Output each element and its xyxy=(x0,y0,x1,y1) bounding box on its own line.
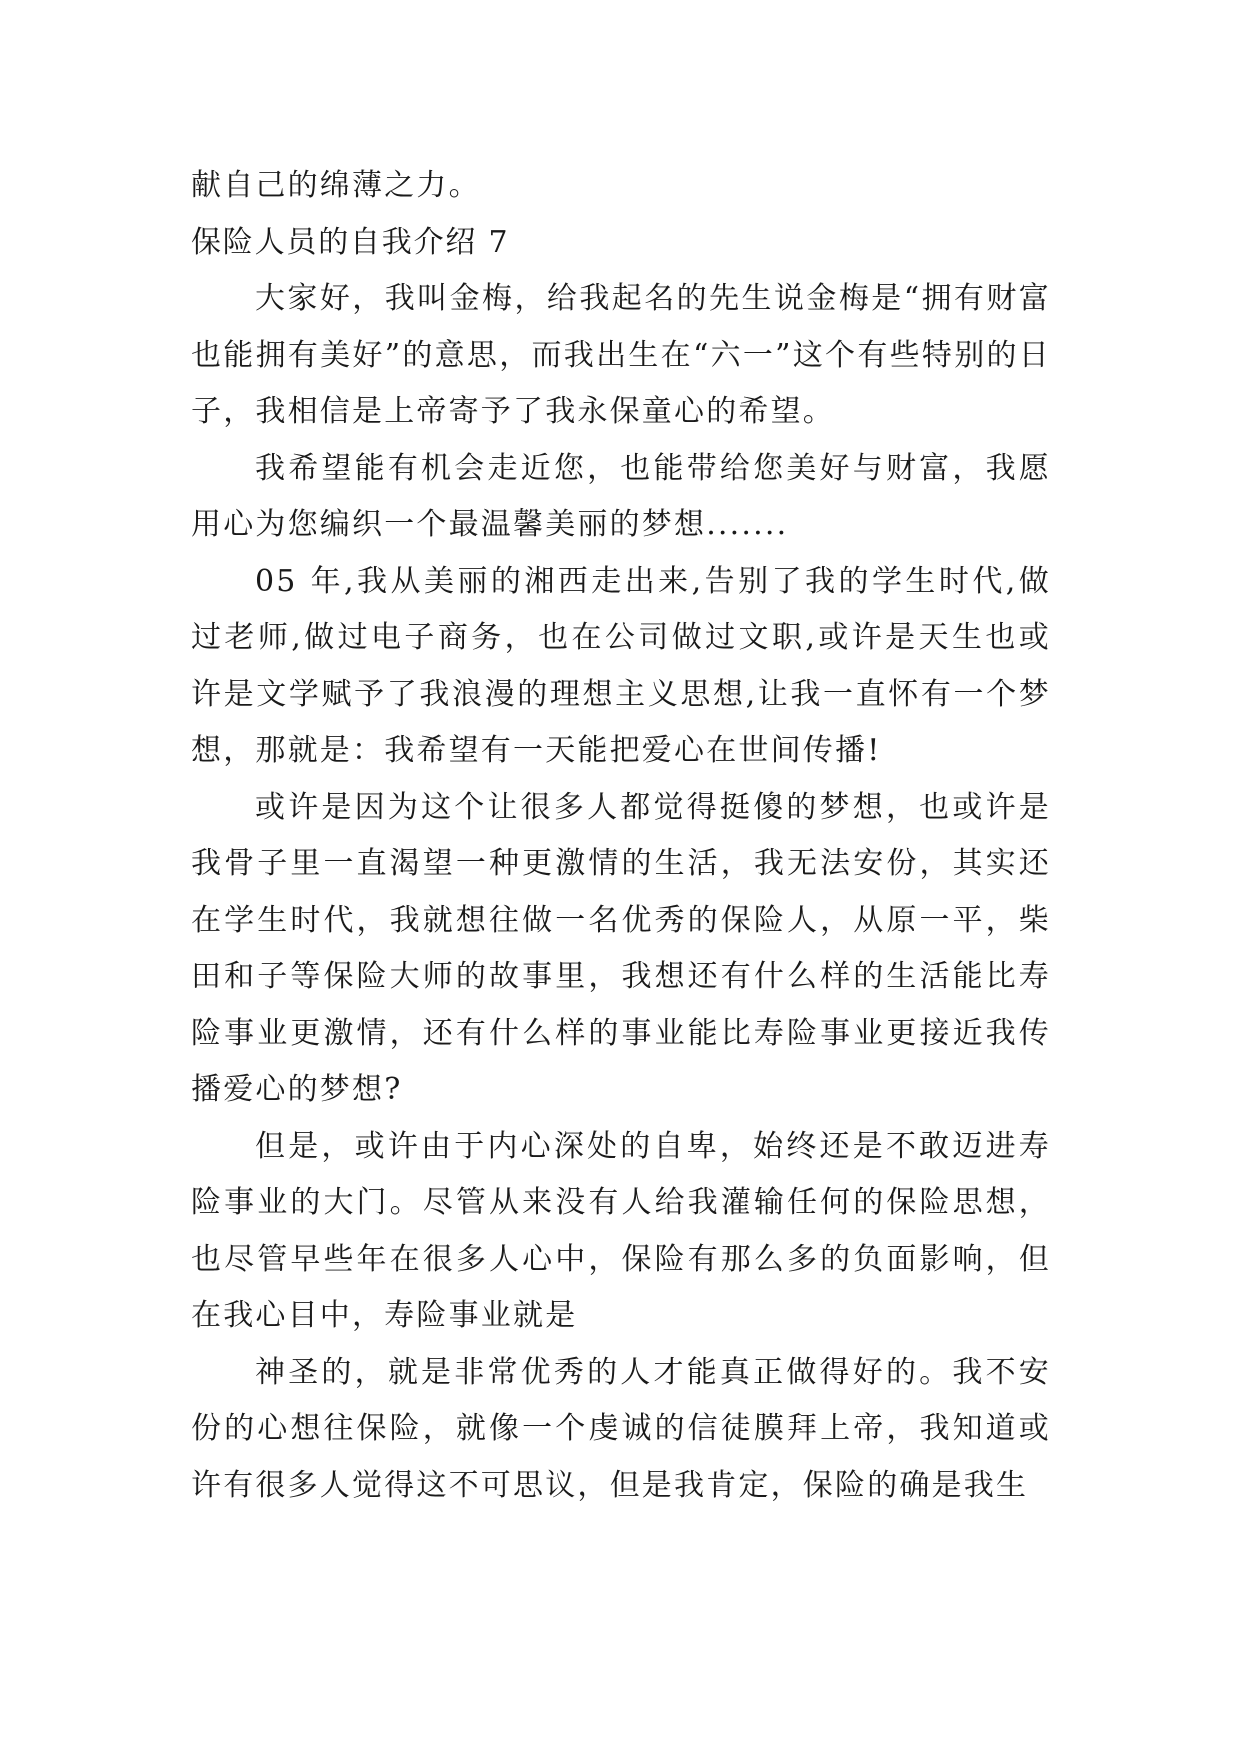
document-body xyxy=(191,158,1051,1514)
paragraph: 神圣的，就是非常优秀的人才能真正做得好的。我不安份的心想往保险，就像一个虔诚的信徒膜拜上帝，我知道或许有很多人觉得这不可思议，但是我肯定，保险的确是我生 xyxy=(191,1354,1051,1503)
paragraph-continuation: 献自己的绵薄之力。 xyxy=(191,168,481,203)
paragraph: 大家好，我叫金梅，给我起名的先生说金梅是“拥有财富也能拥有美好”的意思，而我出生在“六一”这个有些特别的日子，我相信是上帝寄予了我永保童心的希望。 xyxy=(191,281,1051,429)
section-heading: 保险人员的自我介绍 7 xyxy=(191,224,510,260)
paragraph: 但是，或许由于内心深处的自卑，始终还是不敢迈进寿险事业的大门。尽管从来没有人给我灌输任何的保险思想，也尽管早些年在很多人心中，保险有那么多的负面影响，但在我心目中，寿险事业就是 xyxy=(191,1128,1051,1333)
paragraph: 05 年,我从美丽的湘西走出来,告别了我的学生时代,做过老师,做过电子商务，也在公司做过文职,或许是天生也或许是文学赋予了我浪漫的理想主义思想,让我一直怀有一个梦想，那就是：我希望有一天能把爱心在世间传播! xyxy=(191,563,1051,768)
paragraph: 我希望能有机会走近您，也能带给您美好与财富，我愿用心为您编织一个最温馨美丽的梦想....... xyxy=(191,450,1051,542)
paragraph: 或许是因为这个让很多人都觉得挺傻的梦想，也或许是我骨子里一直渴望一种更激情的生活，我无法安份，其实还在学生时代，我就想往做一名优秀的保险人，从原一平，柴田和子等保险大师的故事里，我想还有什么样的生活能比寿险事业更激情，还有什么样的事业能比寿险事业更接近我传播爱心的梦想? xyxy=(191,789,1051,1107)
